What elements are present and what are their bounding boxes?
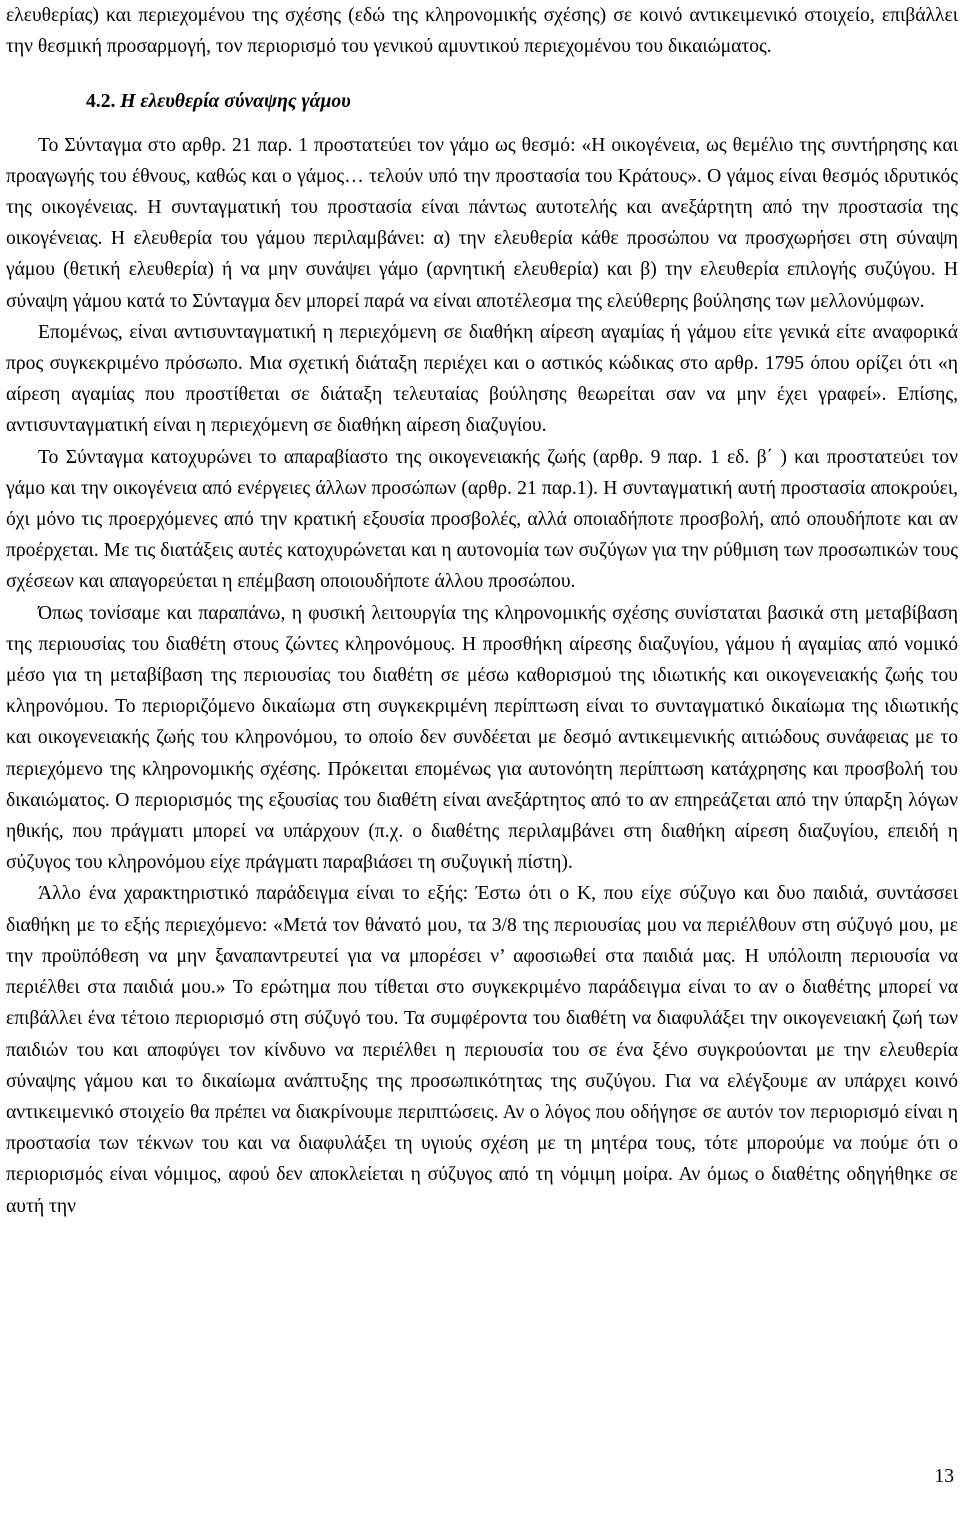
paragraph-continued: ελευθερίας) και περιεχομένου της σχέσης (εδώ της κληρονομικής σχέσης) σε κοινό αντικειμενικό στοιχείο, επιβάλλει την θεσμική προσαρμογή, τον περιορισμό του γενικού αμυντικού περιεχομένου του δικαιώματος. — [6, 5, 958, 58]
section-title: Η ελευθερία σύναψης γάμου — [120, 91, 351, 113]
paragraph: Άλλο ένα χαρακτηριστικό παράδειγμα είναι το εξής: Έστω ότι ο Κ, που είχε σύζυγο και δυο παιδιά, συντάσσει διαθήκη με το εξής περιεχόμενο: «Μετά τον θάνατό μου, τα 3/8 της περιουσίας μου να περιέλθουν στη σύζυγό μου, με την προϋπόθεση να μην ξαναπαντρευτεί για να μπορέσει ν’ αφοσιωθεί στα παιδιά μας. Η υπόλοιπη περιουσία να περιέλθει στα παιδιά μου.» Το ερώτημα που τίθεται στο συγκεκριμένο παράδειγμα είναι το αν ο διαθέτης μπορεί να επιβάλλει ένα τέτοιο περιορισμό στη σύζυγό του. Τα συμφέροντα του διαθέτη να διαφυλάξει την οικογενειακή ζωή των παιδιών του και αποφύγει τον κίνδυνο να περιέλθει η περιουσία του σε ένα ξένο συγκρούονται με την ελευθερία σύναψης γάμου και το δικαίωμα ανάπτυξης της προσωπικότητας της συζύγου. Για να ελέγξουμε αν υπάρχει κοινό αντικειμενικό στοιχείο θα πρέπει να διακρίνουμε περιπτώσεις. Αν ο λόγος που οδήγησε σε αυτόν τον περιορισμό είναι η προστασία των τέκνων του και να διαφυλάξει τη υγιούς σχέση με τη μητέρα τους, τότε μπορούμε να πούμε ότι ο περιορισμός είναι νόμιμος, αφού δεν αποκλείεται η σύζυγος από τη νόμιμη μοίρα. Αν όμως ο διαθέτης οδηγήθηκε σε αυτή την — [6, 883, 958, 1217]
page-number: 13 — [934, 1466, 954, 1487]
paragraph: Όπως τονίσαμε και παραπάνω, η φυσική λειτουργία της κληρονομικής σχέσης συνίσταται βασικά στη μεταβίβαση της περιουσίας του διαθέτη στους ζώντες κληρονόμους. Η προσθήκη αίρεσης διαζυγίου, γάμου ή αγαμίας από νομικό μέσο για τη μεταβίβαση της περιουσίας του διαθέτη σε μέσω καθορισμού της ιδιωτικής και οικογενειακής ζωής του κληρονόμου. Το περιοριζόμενο δικαίωμα στη συγκεκριμένη περίπτωση είναι το συνταγματικό δικαίωμα της ιδιωτικής και οικογενειακής ζωής του κληρονόμου, το οποίο δεν συνδέεται με δεσμό αντικειμενικής αιτιώδους συνάφειας με το περιεχόμενο της κληρονομικής σχέσης. Πρόκειται επομένως για αυτονόητη περίπτωση κατάχρησης και προσβολή του δικαιώματος. Ο περιορισμός της εξουσίας του διαθέτη είναι ανεξάρτητος από το αν επηρεάζεται από την ύπαρξη λόγων ηθικής, που πράγματι μπορεί να υπάρχουν (π.χ. ο διαθέτης περιλαμβάνει στη διαθήκη αίρεση διαζυγίου, επειδή η σύζυγος του κληρονόμου είχε πράγματι παραβιάσει τη συζυγική πίστη). — [6, 602, 958, 874]
section-heading — [6, 62, 958, 129]
paragraph: Επομένως, είναι αντισυνταγματική η περιεχόμενη σε διαθήκη αίρεση αγαμίας ή γάμου είτε γενικά είτε αναφορικά προς συγκεκριμένο πρόσωπο. Μια σχετική διάταξη περιέχει και ο αστικός κώδικας στο αρθρ. 1795 όπου ορίζει ότι «η αίρεση αγαμίας που προστίθεται σε διάταξη τελευταίας βούλησης θεωρείται σαν να μην έχει γραφεί». Επίσης, αντισυνταγματική είναι η περιεχόμενη σε διαθήκη αίρεση διαζυγίου. — [6, 321, 958, 437]
paragraph: Το Σύνταγμα κατοχυρώνει το απαραβίαστο της οικογενειακής ζωής (αρθρ. 9 παρ. 1 εδ. β΄ ) και προστατεύει τον γάμο και την οικογένεια από ενέργειες άλλων προσώπων (αρθρ. 21 παρ.1). Η συνταγματική αυτή προστασία αποκρούει, όχι μόνο τις προερχόμενες από την κρατική εξουσία προσβολές, αλλά οποιαδήποτε προσβολή, από οπουδήποτε και αν προέρχεται. Με τις διατάξεις αυτές κατοχυρώνεται και η αυτονομία των συζύγων για την ρύθμιση των προσωπικών τους σχέσεων και απαγορεύεται η επέμβαση οποιουδήποτε άλλου προσώπου. — [6, 446, 958, 593]
paragraph: Το Σύνταγμα στο αρθρ. 21 παρ. 1 προστατεύει τον γάμο ως θεσμό: «Η οικογένεια, ως θεμέλιο της συντήρησης και προαγωγής του έθνους, καθώς και ο γάμος… τελούν υπό την προστασία του Κράτους». Ο γάμος είναι θεσμός ιδρυτικός της οικογένειας. Η συνταγματική του προστασία είναι πάντως αυτοτελής και ανεξάρτητη από την προστασία της οικογένειας. Η ελευθερία του γάμου περιλαμβάνει: α) την ελευθερία κάθε προσώπου να προσχωρήσει στη σύναψη γάμου (θετική ελευθερία) ή να μην συνάψει γάμο (αρνητική ελευθερία) και β) την ελευθερία επιλογής συζύγου. Η σύναψη γάμου κατά το Σύνταγμα δεν μπορεί παρά να είναι αποτέλεσμα της ελεύθερης βούλησης των μελλονύμφων. — [6, 134, 958, 312]
section-number: 4.2. — [86, 91, 116, 113]
document-page — [6, 0, 958, 1222]
